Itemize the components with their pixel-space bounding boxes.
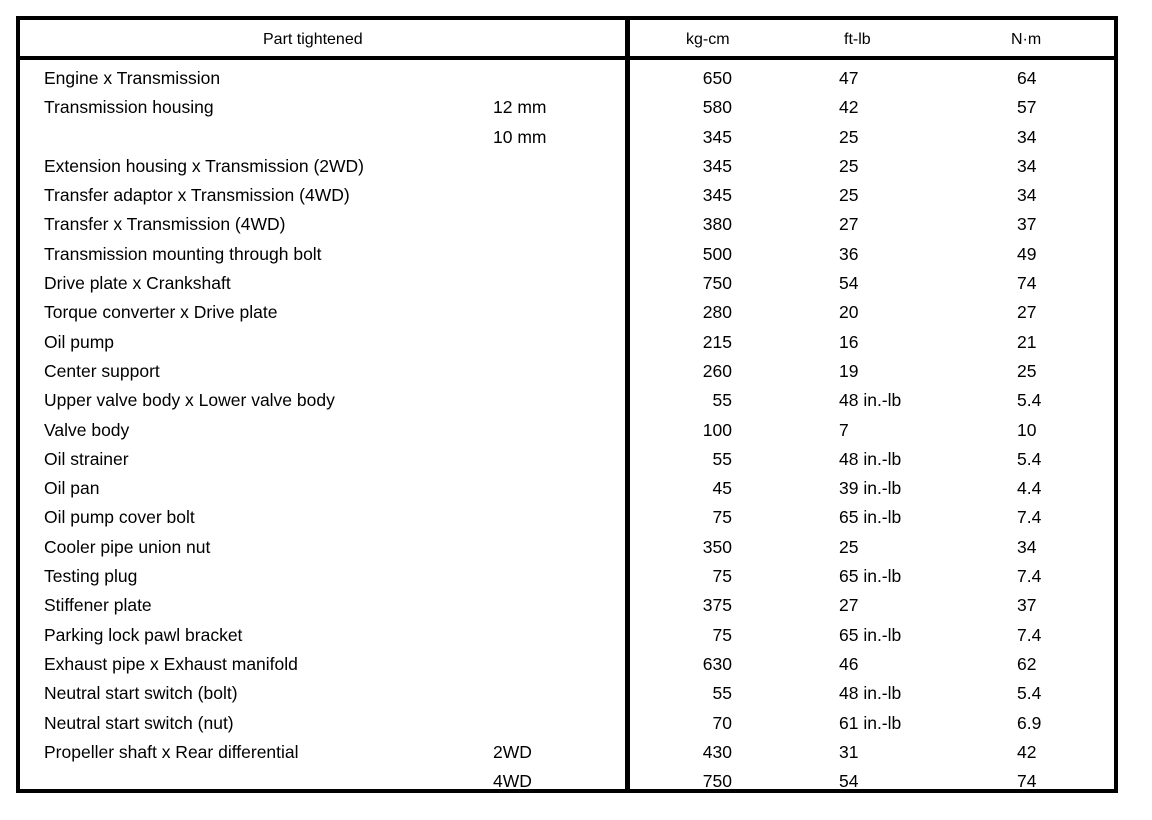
size-cell: 12 mm [493, 97, 547, 118]
table-row [0, 212, 1152, 241]
ft-lb-cell: 19 [839, 360, 859, 381]
ft-lb-cell: 61 in.-lb [839, 712, 902, 733]
kg-cm-cell: 380 [702, 214, 732, 235]
part-cell: Propeller shaft x Rear differential [44, 741, 299, 762]
ft-lb-cell: 48 in.-lb [839, 448, 902, 469]
kg-cm-cell: 75 [712, 624, 732, 645]
ft-lb-cell: 47 [839, 68, 859, 88]
kg-cm-cell: 45 [712, 478, 732, 499]
n-m-cell: 74 [1017, 273, 1037, 294]
part-cell: Upper valve body x Lower valve body [44, 390, 335, 411]
n-m-cell: 34 [1017, 536, 1037, 557]
ft-lb-cell: 25 [839, 126, 859, 147]
part-cell: Parking lock pawl bracket [44, 624, 243, 645]
ft-lb-cell: 48 in.-lb [839, 390, 902, 411]
part-cell: Cooler pipe union nut [44, 536, 211, 557]
n-m-cell: 4.4 [1017, 478, 1042, 499]
n-m-cell: 7.4 [1017, 624, 1042, 645]
ft-lb-cell: 46 [839, 653, 859, 674]
part-cell: Valve body [44, 419, 130, 440]
part-cell: Testing plug [44, 566, 138, 587]
part-cell: Oil pan [44, 478, 100, 499]
n-m-cell: 10 [1017, 419, 1037, 440]
table-row [0, 447, 1152, 476]
n-m-cell: 49 [1017, 243, 1037, 264]
n-m-cell: 5.4 [1017, 683, 1042, 704]
table-row [0, 711, 1152, 740]
part-cell: Drive plate x Crankshaft [44, 273, 231, 294]
table-body [0, 66, 1152, 798]
header-divider [16, 56, 1118, 60]
part-cell: Oil strainer [44, 448, 129, 469]
table-row [0, 535, 1152, 564]
ft-lb-cell: 65 in.-lb [839, 507, 902, 528]
n-m-cell: 37 [1017, 595, 1037, 616]
n-m-cell: 5.4 [1017, 448, 1042, 469]
kg-cm-cell: 280 [702, 302, 732, 323]
header-n-m: N·m [1011, 31, 1042, 48]
n-m-cell: 37 [1017, 214, 1037, 235]
table-row [0, 681, 1152, 710]
n-m-cell: 64 [1017, 68, 1037, 88]
table-row [0, 125, 1152, 154]
kg-cm-cell: 75 [712, 507, 732, 528]
kg-cm-cell: 75 [712, 566, 732, 587]
n-m-cell: 34 [1017, 155, 1037, 176]
part-cell: Extension housing x Transmission (2WD) [44, 155, 364, 176]
part-cell: Transfer x Transmission (4WD) [44, 214, 286, 235]
part-cell: Oil pump cover bolt [44, 507, 195, 528]
n-m-cell: 25 [1017, 360, 1037, 381]
table-row [0, 593, 1152, 622]
ft-lb-cell: 39 in.-lb [839, 478, 902, 499]
ft-lb-cell: 36 [839, 243, 859, 264]
size-cell: 2WD [493, 741, 532, 762]
kg-cm-cell: 650 [702, 68, 732, 88]
part-cell: Transmission housing [44, 97, 214, 118]
table-row [0, 271, 1152, 300]
kg-cm-cell: 100 [702, 419, 732, 440]
ft-lb-cell: 16 [839, 331, 859, 352]
n-m-cell: 7.4 [1017, 566, 1042, 587]
n-m-cell: 7.4 [1017, 507, 1042, 528]
kg-cm-cell: 375 [702, 595, 732, 616]
header-kg-cm: kg-cm [686, 31, 730, 48]
n-m-cell: 57 [1017, 97, 1037, 118]
ft-lb-cell: 7 [839, 419, 849, 440]
part-cell: Neutral start switch (nut) [44, 712, 234, 733]
n-m-cell: 42 [1017, 741, 1037, 762]
size-cell: 4WD [493, 771, 532, 792]
n-m-cell: 27 [1017, 302, 1037, 323]
ft-lb-cell: 48 in.-lb [839, 683, 902, 704]
table-row [0, 66, 1152, 95]
kg-cm-cell: 55 [712, 683, 732, 704]
n-m-cell: 21 [1017, 331, 1037, 352]
ft-lb-cell: 25 [839, 185, 859, 206]
header-part-tightened: Part tightened [263, 31, 363, 48]
part-cell: Neutral start switch (bolt) [44, 683, 238, 704]
table-row [0, 300, 1152, 329]
n-m-cell: 34 [1017, 126, 1037, 147]
n-m-cell: 6.9 [1017, 712, 1042, 733]
ft-lb-cell: 27 [839, 595, 859, 616]
table-row [0, 418, 1152, 447]
kg-cm-cell: 430 [702, 741, 732, 762]
kg-cm-cell: 500 [702, 243, 732, 264]
table-row [0, 359, 1152, 388]
part-cell: Torque converter x Drive plate [44, 302, 278, 323]
ft-lb-cell: 25 [839, 155, 859, 176]
kg-cm-cell: 350 [702, 536, 732, 557]
kg-cm-cell: 750 [702, 771, 732, 792]
kg-cm-cell: 345 [702, 126, 732, 147]
kg-cm-cell: 580 [702, 97, 732, 118]
part-cell: Engine x Transmission [44, 68, 221, 88]
kg-cm-cell: 260 [702, 360, 732, 381]
part-cell: Oil pump [44, 331, 115, 352]
table-row [0, 154, 1152, 183]
ft-lb-cell: 65 in.-lb [839, 566, 902, 587]
table-row [0, 95, 1152, 124]
table-row [0, 476, 1152, 505]
table-row [0, 769, 1152, 798]
ft-lb-cell: 54 [839, 771, 859, 792]
kg-cm-cell: 55 [712, 390, 732, 411]
kg-cm-cell: 750 [702, 273, 732, 294]
table-row [0, 183, 1152, 212]
part-cell: Stiffener plate [44, 595, 152, 616]
n-m-cell: 74 [1017, 771, 1037, 792]
n-m-cell: 62 [1017, 653, 1037, 674]
ft-lb-cell: 20 [839, 302, 859, 323]
size-cell: 10 mm [493, 126, 547, 147]
ft-lb-cell: 31 [839, 741, 859, 762]
kg-cm-cell: 55 [712, 448, 732, 469]
kg-cm-cell: 630 [702, 653, 732, 674]
table-row [0, 623, 1152, 652]
ft-lb-cell: 65 in.-lb [839, 624, 902, 645]
kg-cm-cell: 70 [712, 712, 732, 733]
table-row [0, 242, 1152, 271]
part-cell: Exhaust pipe x Exhaust manifold [44, 653, 298, 674]
part-cell: Center support [44, 360, 160, 381]
header-ft-lb: ft-lb [844, 31, 871, 48]
table-row [0, 564, 1152, 593]
ft-lb-cell: 54 [839, 273, 859, 294]
n-m-cell: 34 [1017, 185, 1037, 206]
part-cell: Transmission mounting through bolt [44, 243, 322, 264]
table-row [0, 740, 1152, 769]
kg-cm-cell: 345 [702, 185, 732, 206]
table-row [0, 388, 1152, 417]
kg-cm-cell: 345 [702, 155, 732, 176]
n-m-cell: 5.4 [1017, 390, 1042, 411]
table-row [0, 652, 1152, 681]
ft-lb-cell: 27 [839, 214, 859, 235]
table-row [0, 330, 1152, 359]
kg-cm-cell: 215 [702, 331, 732, 352]
ft-lb-cell: 42 [839, 97, 859, 118]
table-row [0, 505, 1152, 534]
part-cell: Transfer adaptor x Transmission (4WD) [44, 185, 350, 206]
ft-lb-cell: 25 [839, 536, 859, 557]
